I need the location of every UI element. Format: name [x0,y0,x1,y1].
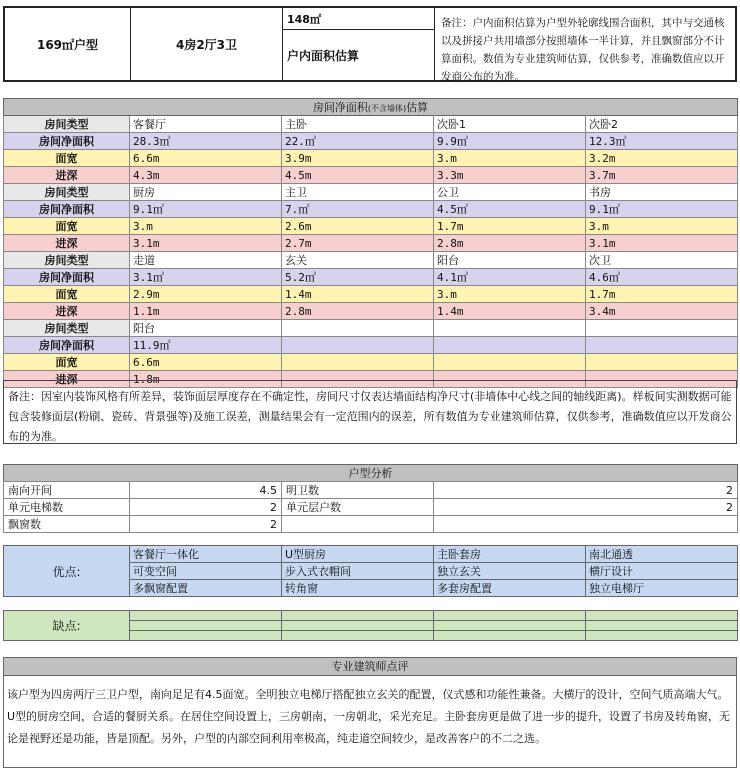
room-cell: 7.㎡ [282,201,434,218]
room-type-row [4,252,738,269]
row-label: 房间类型 [4,320,130,337]
cons-cell [130,631,282,641]
pros-item: 可变空间 [130,563,282,580]
room-cell: 3.m [130,218,282,235]
room-cell: 9.1㎡ [586,201,738,218]
pros-label: 优点: [4,546,130,597]
row-label: 房间类型 [4,252,130,269]
cons-label: 缺点: [4,611,130,641]
room-area-row [4,269,738,286]
room-area-row [4,337,738,354]
analysis-value [434,516,738,533]
analysis-label: 南向开间 [4,482,130,499]
room-cell: 3.1m [586,235,738,252]
cons-cell [434,631,586,641]
row-label: 面宽 [4,354,130,371]
commentary-body: 该户型为四房两厅三卫户型，南向足足有4.5面宽。全明独立电梯厅搭配独立玄关的配置，仪式感和功能性兼备。大横厅的设计，空间气质高端大气。U型的厨房空间，合适的餐厨关系。在居住空间设置上，三房朝南，一房朝北，采光充足。主卧套房更是做了进一步的提升，设置了书房及转角窗，无论是视野还是功能，皆是顶配。另外，户型的内部空间利用率极高，纯走道空间较少，是改善客户的不二之选。 [3,676,737,768]
cons-cell [282,631,434,641]
room-cell: 1.4m [434,303,586,320]
room-cell: 书房 [586,184,738,201]
room-cell: 走道 [130,252,282,269]
room-cell: 28.3㎡ [130,133,282,150]
room-cell: 客餐厅 [130,116,282,133]
room-cell: 1.7m [586,286,738,303]
room-cell: 3.4m [586,303,738,320]
unit-area-type: 169㎡户型 [5,8,131,80]
room-cell: 次卫 [586,252,738,269]
room-cell: 3.9m [282,150,434,167]
pros-item: 独立电梯厅 [586,580,738,597]
room-depth-row [4,167,738,184]
unit-header [3,6,737,82]
layout-analysis-table [3,464,738,482]
room-cell: 3.2m [586,150,738,167]
room-width-row [4,150,738,167]
room-cell: 阳台 [434,252,586,269]
analysis-row [4,516,738,533]
room-area-table [3,98,738,388]
analysis-label: 飘窗数 [4,516,130,533]
room-note: 备注：因室内装饰风格有所差异，装饰面层厚度存在不确定性，房间尺寸仅表达墙面结构净尺寸(非墙体中心线之间的轴线距离)。样板间实测数据可能包含装修面层(粉刷、瓷砖、背景强等)及施工误差，测量结果会有一定范围内的误差，所有数值为专业建筑师估算，仅供参考，准确数值应以开发商公布的为准。 [3,380,737,444]
pros-item: 多飘窗配置 [130,580,282,597]
row-label: 进深 [4,303,130,320]
unit-layout: 4房2厅3卫 [131,8,283,80]
analysis-label: 单元层户数 [282,499,434,516]
room-cell: 2.8m [282,303,434,320]
room-cell [434,337,586,354]
analysis-title: 户型分析 [4,465,738,482]
room-depth-row [4,303,738,320]
analysis-label: 明卫数 [282,482,434,499]
room-cell: 公卫 [434,184,586,201]
room-cell: 2.6m [282,218,434,235]
room-cell: 2.7m [282,235,434,252]
room-cell [586,320,738,337]
room-cell [586,354,738,371]
room-cell: 1.4m [282,286,434,303]
pros-item: 独立玄关 [434,563,586,580]
room-cell [282,320,434,337]
room-cell: 4.5m [282,167,434,184]
room-cell: 2.8m [434,235,586,252]
room-cell: 9.9㎡ [434,133,586,150]
commentary-title: 专业建筑师点评 [3,657,737,676]
pros-item: 南北通透 [586,546,738,563]
room-cell: 4.6㎡ [586,269,738,286]
cons-cell [282,621,434,631]
pros-row [4,546,738,563]
pros-item: 客餐厅一体化 [130,546,282,563]
row-label: 房间类型 [4,184,130,201]
room-type-row [4,184,738,201]
room-cell: 6.6m [130,150,282,167]
room-cell: 6.6m [130,354,282,371]
room-cell: 玄关 [282,252,434,269]
row-label: 面宽 [4,218,130,235]
room-cell [586,337,738,354]
indoor-area-label: 户内面积估算 [287,48,360,63]
cons-cell [130,611,282,621]
room-cell [434,320,586,337]
pros-table [3,545,738,597]
room-cell: 3.m [434,150,586,167]
row-label: 房间类型 [4,116,130,133]
cons-cell [282,611,434,621]
row-label: 房间净面积 [4,337,130,354]
row-label: 面宽 [4,150,130,167]
room-area-row [4,201,738,218]
analysis-rows [3,481,738,533]
cons-cell [434,621,586,631]
header-remark: 备注：户内面积估算为户型外轮廓线围合面积，其中与交通核以及拼接户共用墙部分按照墙体一半计算，并且飘窗部分不计算面积。数值为专业建筑师估算，仅供参考，准确数值应以开发商公布的为准。 [441,17,725,83]
room-width-row [4,354,738,371]
room-area-row [4,133,738,150]
analysis-value: 2 [434,482,738,499]
room-type-row [4,116,738,133]
room-table-title: 房间净面积(不含墙体)估算 [4,99,738,116]
analysis-row [4,482,738,499]
room-cell [282,337,434,354]
room-cell: 3.7m [586,167,738,184]
analysis-row [4,499,738,516]
room-cell [282,354,434,371]
room-cell: 11.9㎡ [130,337,282,354]
indoor-area-cell [283,8,435,80]
room-cell: 4.5㎡ [434,201,586,218]
room-cell: 9.1㎡ [130,201,282,218]
pros-item: 步入式衣帽间 [282,563,434,580]
room-cell: 4.1㎡ [434,269,586,286]
room-cell: 3.1m [130,235,282,252]
room-cell: 阳台 [130,320,282,337]
analysis-label: 单元电梯数 [4,499,130,516]
room-width-row [4,218,738,235]
row-label: 进深 [4,235,130,252]
pros-item: 转角窗 [282,580,434,597]
room-table-body [4,116,738,388]
room-depth-row [4,235,738,252]
room-cell: 3.3m [434,167,586,184]
room-cell: 1.7m [434,218,586,235]
room-cell: 3.1㎡ [130,269,282,286]
room-cell: 22.㎡ [282,133,434,150]
analysis-value: 4.5 [130,482,282,499]
room-cell: 厨房 [130,184,282,201]
row-label: 进深 [4,371,130,388]
row-label: 进深 [4,167,130,184]
cons-cell [586,621,738,631]
pros-item: 横厅设计 [586,563,738,580]
room-cell: 3.m [586,218,738,235]
cons-cell [434,611,586,621]
room-cell: 主卧 [282,116,434,133]
cons-cell [130,621,282,631]
room-width-row [4,286,738,303]
room-type-row [4,320,738,337]
analysis-label [282,516,434,533]
row-label: 房间净面积 [4,133,130,150]
room-table-title-row [4,99,738,116]
room-cell: 主卫 [282,184,434,201]
cons-table [3,610,738,641]
row-label: 房间净面积 [4,201,130,218]
room-cell: 次卧1 [434,116,586,133]
analysis-value: 2 [130,499,282,516]
row-label: 房间净面积 [4,269,130,286]
room-cell: 次卧2 [586,116,738,133]
room-cell: 1.8m [130,371,282,388]
row-label: 面宽 [4,286,130,303]
room-cell: 2.9m [130,286,282,303]
pros-item: 主卧套房 [434,546,586,563]
room-cell [434,354,586,371]
indoor-area-value: 148㎡ [283,8,434,30]
cons-cell [586,631,738,641]
analysis-value: 2 [434,499,738,516]
room-cell: 3.m [434,286,586,303]
analysis-value: 2 [130,516,282,533]
room-cell: 4.3m [130,167,282,184]
cons-cell [586,611,738,621]
pros-item: 多套房配置 [434,580,586,597]
pros-item: U型厨房 [282,546,434,563]
room-cell: 12.3㎡ [586,133,738,150]
room-cell: 1.1m [130,303,282,320]
room-cell: 5.2㎡ [282,269,434,286]
